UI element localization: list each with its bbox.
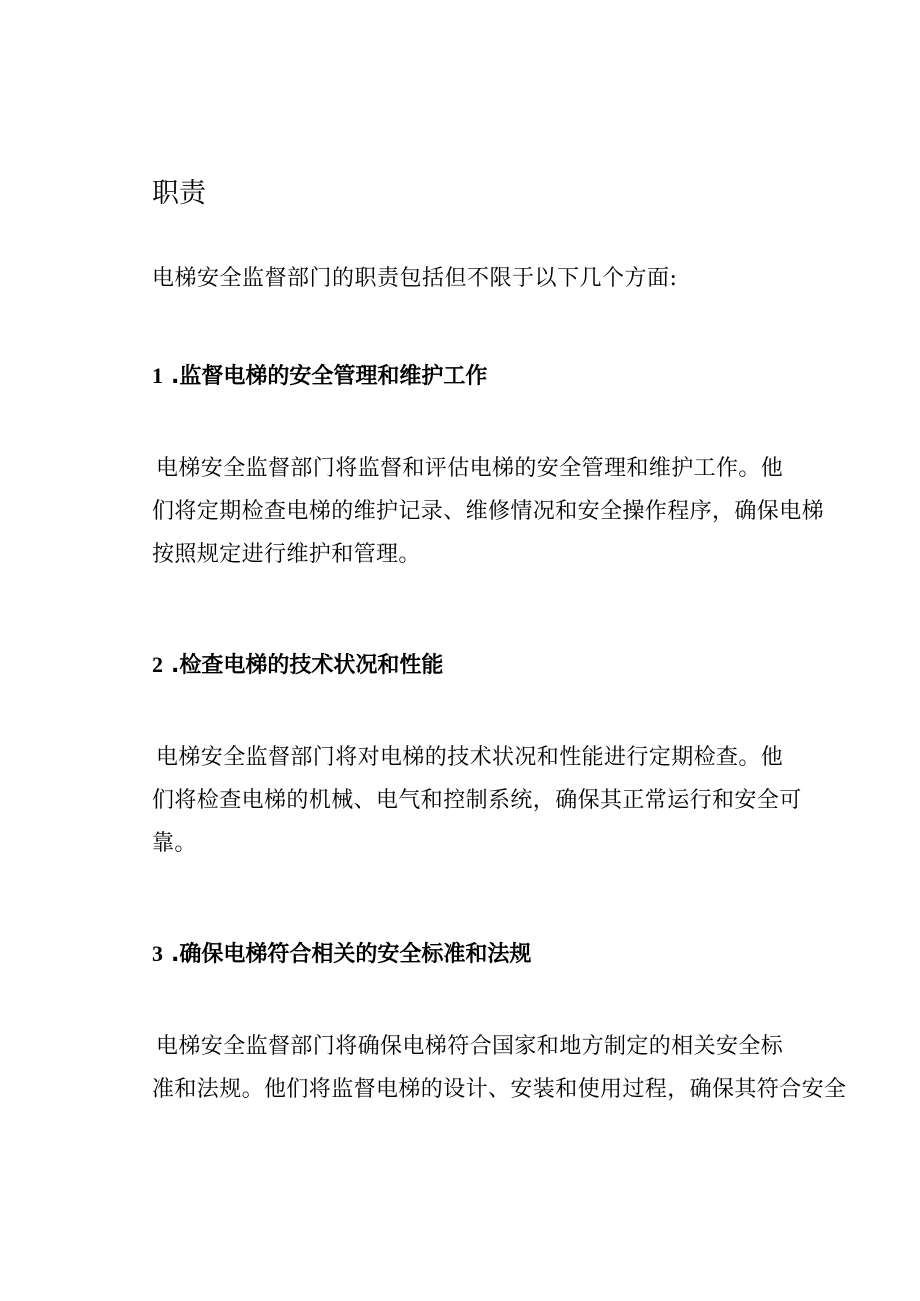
section-1-paragraph <box>152 447 832 576</box>
section-2-heading <box>152 650 443 681</box>
section-1-heading <box>152 361 487 392</box>
section-2-line-3: 靠。 <box>152 831 197 856</box>
section-3-line-2: 准和法规。他们将监督电梯的设计、安装和使用过程，确保其符合安全 <box>152 1077 847 1102</box>
section-2-paragraph <box>152 736 832 865</box>
page-title: 职责 <box>152 178 206 209</box>
section-3-paragraph <box>152 1025 847 1111</box>
section-1-number: 1 <box>152 363 163 388</box>
intro-paragraph: 电梯安全监督部门的职责包括但不限于以下几个方面: <box>152 266 678 291</box>
section-2-line-1: 电梯安全监督部门将对电梯的技术状况和性能进行定期检查。他 <box>156 745 784 770</box>
section-1-heading-text: .监督电梯的安全管理和维护工作 <box>171 364 488 389</box>
section-2-number: 2 <box>152 652 163 677</box>
section-3-heading <box>152 939 531 970</box>
section-2-line-2: 们将检查电梯的机械、电气和控制系统，确保其正常运行和安全可 <box>152 788 802 813</box>
section-2-heading-text: .检查电梯的技术状况和性能 <box>171 653 444 678</box>
section-3-line-1: 电梯安全监督部门将确保电梯符合国家和地方制定的相关安全标 <box>156 1034 784 1059</box>
section-1-line-1: 电梯安全监督部门将监督和评估电梯的安全管理和维护工作。他 <box>156 456 784 481</box>
section-1-line-2: 们将定期检查电梯的维护记录、维修情况和安全操作程序，确保电梯 <box>152 499 825 524</box>
section-3-heading-text: .确保电梯符合相关的安全标准和法规 <box>171 942 532 967</box>
section-1-line-3: 按照规定进行维护和管理。 <box>152 542 421 567</box>
section-3-number: 3 <box>152 941 163 966</box>
